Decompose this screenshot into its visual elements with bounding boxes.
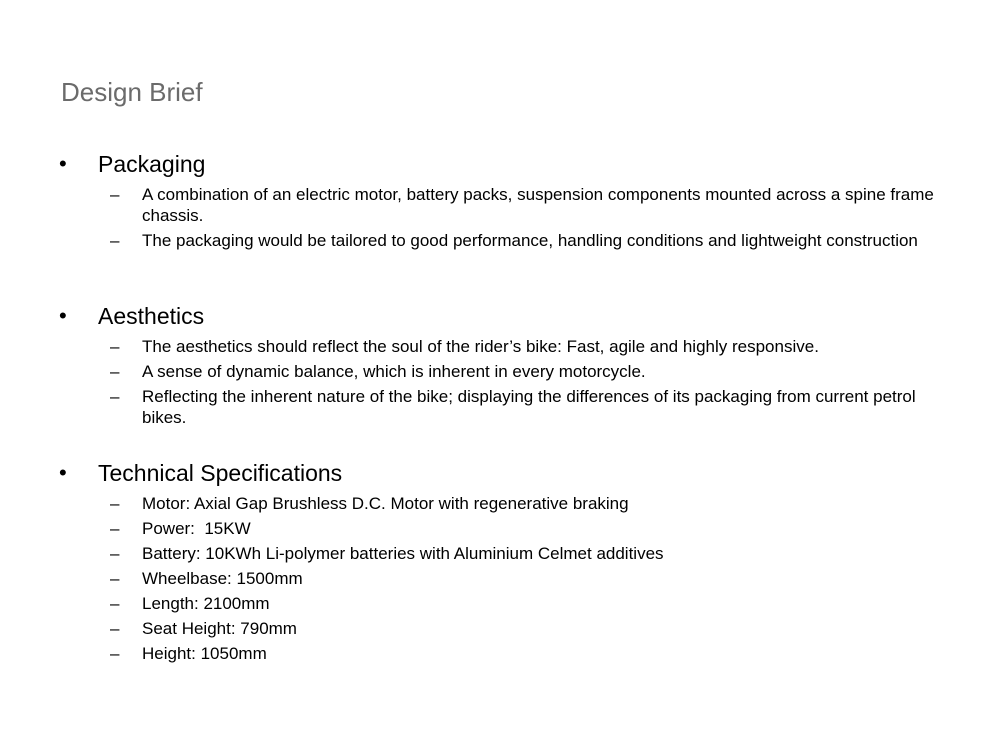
dash-icon: – [110, 337, 120, 356]
list-item-text: Reflecting the inherent nature of the bike; displaying the differences of its packaging from current petrol bikes. [142, 387, 916, 427]
bullet-icon: • [59, 151, 67, 176]
list-item-text: A sense of dynamic balance, which is inherent in every motorcycle. [142, 362, 646, 381]
list-item-text: A combination of an electric motor, battery packs, suspension components mounted across a spine frame chassis. [142, 185, 934, 225]
section-heading: Packaging [98, 151, 206, 177]
dash-icon: – [110, 387, 120, 406]
list-item [0, 493, 1000, 514]
list-item-text: Wheelbase: 1500mm [142, 569, 303, 588]
dash-icon: – [110, 544, 120, 563]
bullet-row [0, 457, 1000, 489]
section-packaging [0, 148, 1000, 251]
dash-icon: – [110, 519, 120, 538]
dash-icon: – [110, 362, 120, 381]
bullet-icon: • [59, 460, 67, 485]
dash-icon: – [110, 185, 120, 204]
list-item [0, 518, 1000, 539]
page-title: Design Brief [61, 77, 203, 107]
section-heading: Aesthetics [98, 303, 205, 329]
list-item-text: Power: 15KW [142, 519, 251, 538]
list-item-text: The aesthetics should reflect the soul of the rider’s bike: Fast, agile and highly responsive. [142, 337, 819, 356]
list-item-text: Length: 2100mm [142, 594, 270, 613]
dash-icon: – [110, 619, 120, 638]
list-item [0, 336, 1000, 357]
list-item [0, 361, 1000, 382]
list-item [0, 184, 1000, 226]
list-item-text: Height: 1050mm [142, 644, 267, 663]
dash-icon: – [110, 569, 120, 588]
bullet-row [0, 300, 1000, 332]
dash-icon: – [110, 644, 120, 663]
list-item [0, 618, 1000, 639]
list-item [0, 593, 1000, 614]
bullet-row [0, 148, 1000, 180]
list-item-text: Seat Height: 790mm [142, 619, 297, 638]
dash-icon: – [110, 231, 120, 250]
list-item-text: Battery: 10KWh Li-polymer batteries with Aluminium Celmet additives [142, 544, 664, 563]
list-item-text: Motor: Axial Gap Brushless D.C. Motor with regenerative braking [142, 494, 629, 513]
section-heading: Technical Specifications [98, 460, 343, 486]
list-item [0, 386, 1000, 428]
list-item [0, 568, 1000, 589]
list-item-text: The packaging would be tailored to good performance, handling conditions and lightweight construction [142, 231, 918, 250]
dash-icon: – [110, 594, 120, 613]
section-technical-specifications [0, 457, 1000, 664]
list-item [0, 543, 1000, 564]
section-aesthetics [0, 300, 1000, 428]
bullet-icon: • [59, 303, 67, 328]
dash-icon: – [110, 494, 120, 513]
list-item [0, 230, 1000, 251]
list-item [0, 643, 1000, 664]
